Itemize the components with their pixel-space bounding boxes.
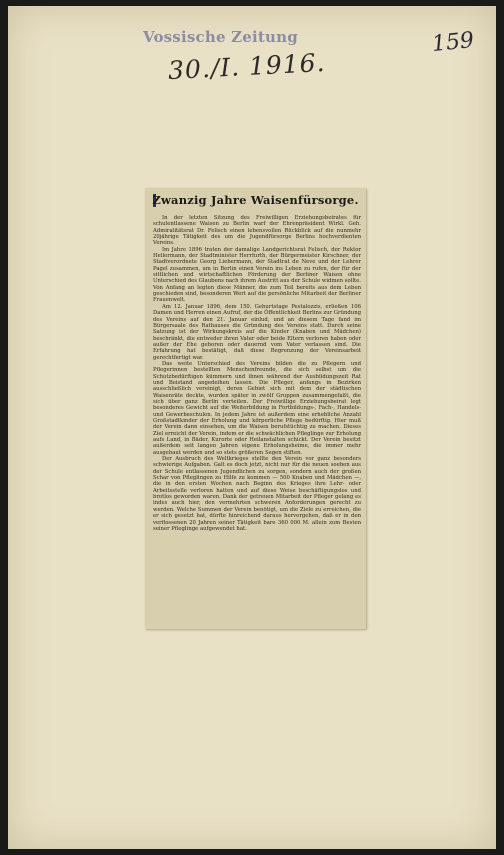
article-body	[153, 215, 361, 627]
newspaper-clipping	[145, 188, 366, 629]
newspaper-stamp: Vossische Zeitung	[143, 28, 298, 46]
article-paragraph: Im Jahre 1896 traten der damalige Landgerichtsrat Felisch, der Rektor Hellermann, der Stadtminister Herrfurth, der Bürgermeister Kirschner, der Stadtverordnete Georg Liebermann, der Stadtrat de Neve und der Lehrer Pagel zusammen, um in Berlin einen Verein ins Leben zu rufen, der für der sittlichen und wirtschaftlichen Förderung der Berliner Waisen ohne Unterschied des Glaubens nach ihrem Austritt aus der Schule widmen sollte. Von Anfang an legten diese Männer, die zum Teil bereits aus dem Leben geschieden sind, besonderen Wert auf die persönliche Mitarbeit der Berliner Frauenwelt.	[153, 246, 361, 304]
article-paragraph: Das weite Unterschied des Vereins bilden die zu Pflegern und Pflegerinnen bestellten Menschenfreunde, die sich selbst um die Schutzbedürftigen kümmern und ihnen während der Ausbildungszeit Rat und Beistand angedeihen lassen. Die Pfleger, anfangs in Bezirken ausschließlich vereinigt, deren Gebiet sich mit dem der städtischen Waisenräte deckte, wurden später in zwölf Gruppen zusammengefaßt, die sich über ganz Berlin verteilen. Der Freiwillige Erziehungsbeirat legt besonderes Gewicht auf die Weiterbildung in Fortbildungs-, Fach-, Handels- und Gewerbeschulen. In jedem Jahre ist außerdem eine erhebliche Anzahl Großstadtkinder der Erholung und körperliche Pflege bedürftig. Hier muß der Verein dann einsehen, um die Waisen berufstüchtig zu machen. Dieses Ziel erreicht der Verein, indem er die schwächlichen Pfleglinge zur Erholung aufs Land, in Bäder, Kurorte oder Heilanstalten schickt. Der Verein besitzt außerdem seit langen Jahren eigene Erholungsheime, die immer mehr ausgebaut werden und so stets größeren Segen stiften.	[153, 360, 361, 456]
article-paragraph: In der letzten Sitzung des Freiwilligen Erziehungsbeirates für schulentlassene Waisen zu Berlin warf der Ehrenpräsident Wirkl. Geh. Admiralitätsrat Dr. Felisch einen lebensvollen Rückblick auf die nunmehr 20jährige Tätigkeit des um die Jugendfürsorge Berlins hochverdienten Vereins.	[153, 215, 361, 247]
handwritten-date: 30./I. 1916.	[167, 47, 327, 86]
article-paragraph: Der Ausbruch des Weltkrieges stellte den Verein vor ganz besonders schwierige Aufgaben. Galt es doch jetzt, nicht nur für die neuen soeben aus der Schule entlassenen Jugendlichen zu sorgen, sondern auch der großen Schar von Pfleglingen zu Hilfe zu kommen — 500 Knaben und Mädchen —, die in den ersten Wochen nach Beginn des Krieges ihre Lehr- oder Arbeitsstelle verloren hatten und auf diese Weise beschäftigungslos und brotlos geworden waren. Dank der getreuen Mitarbeit der Pfleger gelang es indes auch hier, den vermehrten schweren Anforderungen gerecht zu werden. Welche Summen der Verein benötigt, um die Ziele zu erreichen, die er sich gesetzt hat, dürfte hinreichend daraus hervorgehen, daß er in den verflossenen 20 Jahren seiner Tätigkeit bare 360 000 M. allein zum Besten seiner Pfleglinge aufgewendet hat.	[153, 456, 361, 532]
archive-sheet	[8, 6, 496, 849]
article-title: Zwanzig Jahre Waisenfürsorge.	[152, 193, 359, 207]
archive-number: 159	[430, 27, 476, 58]
article-paragraph: Am 12. Januar 1896, dem 150. Geburtstage Pestalozzis, erließen 106 Damen und Herren einen Aufruf, der die Öffentlichkeit Berlins zur Gründung des Vereins auf den 21. Januar einlud, und an diesem Tage fand im Bürgersaale des Rathauses die Gründung des Vereins statt. Durch seine Satzung ist der Wirkungskreis auf die Kinder (Knaben und Mädchen) beschränkt, die entweder ihren Vater oder beide Eltern verloren haben oder außer der Ehe geboren oder dauernd vom Vater verlassen sind. Die Erfahrung hat bestätigt, daß diese Begrenzung der Vereinsarbeit gerechtfertigt war.	[153, 303, 361, 361]
